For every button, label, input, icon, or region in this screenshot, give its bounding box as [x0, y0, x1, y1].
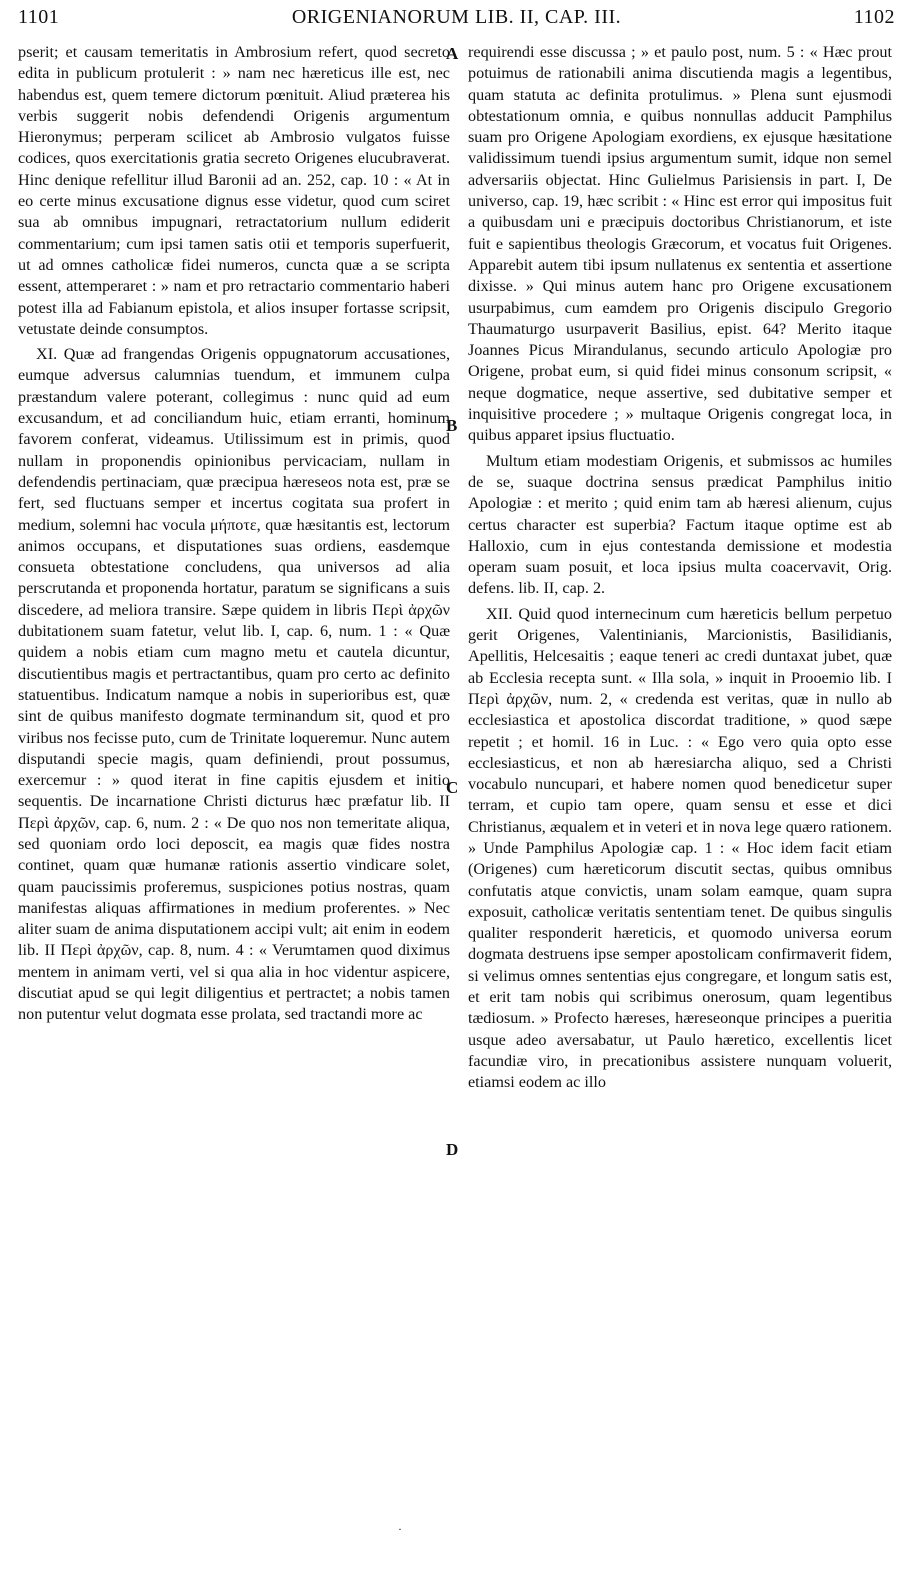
left-column [18, 42, 450, 1553]
page-number-right: 1102 [853, 6, 895, 28]
left-paragraph-1: pserit; et causam temeritatis in Ambrosium refert, quod secreto edita in publicum protulerit : » nam nec hæreticus ille est, nec habendus est, quem temere dictorum pœnituit. Aliud præterea his verbis suggerit nobis defendendi Origenis argumentum Hieronymus; perperam scilicet ab Ambrosio vulgatos fuisse codices, quos exercitationis gratia secreto Origenes elucubraverat. Hinc denique refellitur illud Baronii ad an. 252, cap. 10 : « At in eo certe minus excusatione dignus esse videtur, quod cum sciret sua ab omnibus impugnari, retractatorium nullum ediderit commentarium; cum ipsi tamen satis otii et temporis superfuerit, ut ad omnes catholicæ fidei numeros, cuncta quæ a se scripta essent, attemperaret : » nam et pro retractario commentario haberi potest illa ad Fabianum epistola, et alios insuper fortasse scripsit, vetustate deinde consumptos. [18, 43, 450, 338]
margin-marker-b: B [446, 416, 458, 435]
right-paragraph-2: Multum etiam modestiam Origenis, et submissos ac humiles de se, suaque doctrina sensus prædicat Pamphilus initio Apologiæ : et merito ; quid enim tam ab hæresi alienum, cujus certus character est superbia? Factum itaque optime est ab Halloxio, cum in ejus contestanda demissione et modestia operam suam posuit, et loca ipsius multa coacervavit, Orig. defens. lib. II, cap. 2. [468, 451, 892, 598]
print-mark: · [398, 1522, 402, 1536]
margin-marker-c: C [446, 778, 459, 797]
right-paragraph-1: requirendi esse discussa ; » et paulo post, num. 5 : « Hæc prout potuimus de rationabili anima discutienda magis a legentibus, quam statuta ac definita protulimus. » Plena sunt ejusmodi obtestationum omnia, e quibus nonnullas adducit Pamphilus suam pro Origene Apologiam exordiens, ex ejusque hæsitatione validissimum tuendi ipsius argumentum sumit, idque non semel adversariis objectat. Hinc Gulielmus Parisiensis in part. I, De universo, cap. 19, hæc scribit : « Hinc est error qui impositus fuit a quibusdam uni e præcipuis doctoribus Christianorum, et iste fuit e sapientibus theologis Græcorum, et vocatus fuit Origenes. Apparebit autem tibi ipsum nullatenus ex sententia et assertione dixisse. » Qui minus autem hanc pro Origene excusationem usurpabimus, cum eamdem pro Origenis discipulo Gregorio Thaumaturgo usurpaverit Basilius, epist. 64? Merito itaque Joannes Picus Mirandulanus, secundo articulo Apologiæ pro Origene, probat eum, si quid fidei minus consonum scripsit, « neque dogmatice, neque assertive, sed dubitative semper et inquisitive procedere ; » multaque Origenis congregat loca, in quibus apparet ipsius fluctuatio. [468, 43, 892, 445]
left-paragraph-2: XI. Quæ ad frangendas Origenis oppugnatorum accusationes, eumque adversus calumnias tuendum, et immunem culpa præstandum valere poterant, collegimus : nunc quid ad eum excusandum, et ad conciliandum huic, etiam erranti, hominum favorem conferat, videamus. Utilissimum est in primis, quod nullam in proponendis opinionibus pervicaciam, nullam in defendendis pertinaciam, quæ præcipua hæreseos nota est, præ se fert, sed fluctuans semper et incertus cogitata sua profert in medium, solemni hac vocula μήποτε, quæ hæsitantis est, lectorum animos occupans, et disputationes suas ordiens, easdemque consueta obtestatione concludens, qua universos ad alia perscrutanda et proponenda hortatur, paratum se significans a suis discedere, ad meliora transire. Sæpe quidem in libris Περὶ ἀρχῶν dubitationem suam fatetur, velut lib. I, cap. 6, num. 1 : « Quæ quidem a nobis etiam cum magno metu et cautela dicuntur, discutientibus magis et pertractantibus, quam pro certo ac definito statuentibus. Indicatum namque a nobis in superioribus est, quæ sint de quibus manifesto dogmate terminandum sit, quod et pro viribus nos fecisse puto, cum de Trinitate loqueremur. Nunc autem disputandi specie magis, quam definiendi, prout possumus, exercemur : » quod iterat in fine capitis ejusdem et initio sequentis. De incarnatione Christi dicturus hæc præfatur lib. II Περὶ ἀρχῶν, cap. 6, num. 2 : « De quo nos non temeritate aliqua, sed quoniam ordo loci deposcit, ea magis quæ fides nostra continet, quam quæ humanæ rationis assertio vindicare solet, quam paucissimis proferemus, suspiciones potius nostras, quam manifestas aliquas affirmationes in medium proferentes. » Nec aliter suam de anima disputationem accipi vult; ait enim in eodem lib. II Περὶ ἀρχῶν, cap. 8, num. 4 : « Verumtamen quod diximus mentem in animam verti, vel si qua alia in hoc videntur aspicere, discutiat apud se qui legit diligentius et pertractet; a nobis tamen non putentur velut dogmata esse prolata, sed tractandi more ac [18, 345, 450, 1024]
margin-marker-d: D [446, 1140, 459, 1159]
page-number-left: 1101 [18, 6, 60, 28]
right-column [468, 42, 892, 1553]
margin-marker-a: A [446, 44, 459, 63]
running-title: ORIGENIANORUM LIB. II, CAP. III. [291, 6, 622, 28]
right-paragraph-3: XII. Quid quod internecinum cum hæreticis bellum perpetuo gerit Origenes, Valentinianis, Marcionistis, Basilidianis, Apellitis, Helcesaitis ; eaque teneri ac credi duntaxat jubet, quæ ab Ecclesia recepta sunt. « Illa sola, » inquit in Prooemio lib. I Περὶ ἀρχῶν, num. 2, « credenda est veritas, quæ in nullo ab ecclesiastica et apostolica discordat traditione, » quod sæpe repetit ; et homil. 16 in Luc. : « Ego vero quia opto esse ecclesiasticus, et non ab hæresiarcha aliquo, sed a Christi vocabulo nuncupari, et habere nomen quod benedicetur super terram, et cupio tam opere, quam sensu et esse et dici Christianus, æqualem et in veteri et in nova lege quæro rationem. » Unde Pamphilus Apologiæ cap. 1 : « Hoc idem facit etiam (Origenes) cum hæreticorum discutit sectas, quibus omnibus confutatis atque convictis, unam solam eamque, quam supra exposuit, catholicæ veritatis sententiam tenet. De quibus singulis qualiter responderit hæreticis, et quomodo universa eorum dogmata destruens ipse semper apostolicam confirmaverit fidem, si velimus omnes sententias ejus congregare, et longum satis est, et erit tam nobis qui scribimus onerosum, quam legentibus tædiosum. » Profecto hæreses, hæreseonque principes a pueritia usque adeo aversabatur, ut Paulo hæretico, excellentis licet facundiæ viro, in precationibus assistere nunquam voluerit, etiamsi eodem ac illo [468, 604, 892, 1092]
running-header [18, 6, 895, 36]
